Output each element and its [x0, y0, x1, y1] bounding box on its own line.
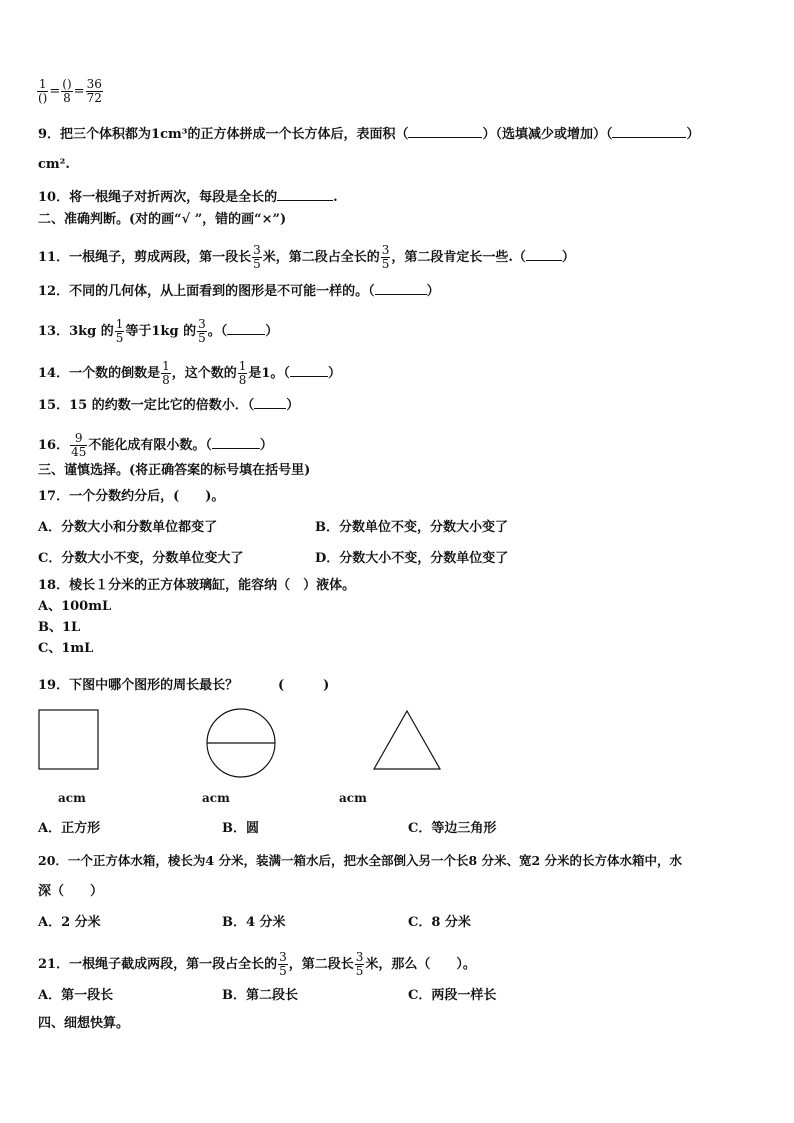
circle-figure: [205, 707, 277, 779]
answer-blank[interactable]: [612, 125, 686, 138]
option-a[interactable]: A．2 分米: [38, 915, 101, 930]
question-20: 20．一个正方体水箱，棱长为4 分米，装满一箱水后，把水全部倒入另一个长8 分米、宽2 分米的长方体水箱中，水: [38, 853, 683, 868]
option-b[interactable]: B．第二段长: [222, 988, 298, 1003]
option-c[interactable]: C、1mL: [38, 641, 94, 656]
section-4-heading: 四、细想快算。: [38, 1016, 130, 1031]
fraction: $\frac{9}{45}$: [71, 431, 87, 459]
option-c[interactable]: C．等边三角形: [408, 821, 497, 836]
option-a[interactable]: A．正方形: [38, 821, 101, 836]
answer-blank[interactable]: [277, 188, 333, 201]
question-19: 19．下图中哪个图形的周长最长？ ( ): [38, 678, 330, 693]
answer-blank[interactable]: [408, 125, 482, 138]
option-a[interactable]: A．分数大小和分数单位都变了: [38, 520, 218, 535]
question-16: 16． $\frac{9}{45}$ 不能化成有限小数。（ ）: [38, 431, 273, 459]
answer-blank[interactable]: [227, 322, 265, 335]
option-b[interactable]: B．圆: [222, 821, 259, 836]
square-caption: acm: [58, 791, 86, 805]
question-18: 18．棱长１分米的正方体玻璃缸，能容纳（ ）液体。: [38, 578, 356, 593]
question-10: 10．将一根绳子对折两次，每段是全长的 .: [38, 190, 338, 205]
fraction: $\frac{3}{5}$: [355, 950, 364, 978]
question-17: 17．一个分数约分后，( )。: [38, 489, 225, 504]
fraction: $\frac{1}{8}$: [162, 359, 170, 387]
option-b[interactable]: B．分数单位不变，分数大小变了: [315, 520, 508, 535]
question-15: 15．15 的约数一定比它的倍数小．（ ）: [38, 398, 300, 413]
question-11: 11．一根绳子，剪成两段，第一段长 $\frac{3}{5}$ 米，第二段占全长的 $\frac{3}{5}$ ，第二段肯定长一些.（ ）: [38, 243, 575, 271]
fraction: $\frac{1}{()}$: [38, 77, 48, 105]
square-figure: [38, 709, 100, 771]
question-12: 12．不同的几何体，从上面看到的图形是不可能一样的。（ ）: [38, 284, 440, 299]
option-b[interactable]: B．4 分米: [222, 915, 286, 930]
question-21: 21．一根绳子截成两段，第一段占全长的 $\frac{3}{5}$ ，第二段长 $\frac{3}{5}$ 米，那么（ ）。: [38, 950, 476, 978]
question-14: 14．一个数的倒数是 $\frac{1}{8}$ ，这个数的 $\frac{1}{8}$ 是1。（ ）: [38, 359, 341, 387]
option-c[interactable]: C．分数大小不变，分数单位变大了: [38, 551, 244, 566]
option-a[interactable]: A、100mL: [38, 599, 112, 614]
answer-blank[interactable]: [526, 248, 562, 261]
answer-blank[interactable]: [375, 282, 427, 295]
fraction: $\frac{36}{72}$: [86, 77, 102, 105]
circle-caption: acm: [202, 791, 230, 805]
option-c[interactable]: C．两段一样长: [408, 988, 497, 1003]
fraction: $\frac{()}{8}$: [62, 77, 72, 105]
option-c[interactable]: C．8 分米: [408, 915, 471, 930]
fraction: $\frac{3}{5}$: [279, 950, 287, 978]
answer-blank[interactable]: [212, 436, 260, 449]
option-a[interactable]: A．第一段长: [38, 988, 114, 1003]
fraction: $\frac{1}{5}$: [115, 317, 124, 345]
option-b[interactable]: B、1L: [38, 620, 81, 635]
question-13: 13．3kg 的 $\frac{1}{5}$ 等于1kg 的 $\frac{3}{5}$ 。（ ）: [38, 317, 279, 345]
fraction: $\frac{3}{5}$: [381, 243, 390, 271]
triangle-figure: [372, 709, 442, 771]
section-2-heading: 二、准确判断。(对的画“√ ”，错的画“×”): [38, 212, 287, 227]
section-3-heading: 三、谨慎选择。(将正确答案的标号填在括号里): [38, 463, 311, 478]
question-20-cont: 深（ ）: [38, 884, 104, 899]
fraction: $\frac{1}{8}$: [238, 359, 247, 387]
question-9-unit: cm².: [38, 157, 70, 172]
option-d[interactable]: D．分数大小不变，分数单位变了: [315, 551, 509, 566]
triangle-caption: acm: [339, 791, 367, 805]
fraction: $\frac{3}{5}$: [253, 243, 261, 271]
fraction-equation: $\frac{1}{()}$ = $\frac{()}{8}$ = $\frac{36}{72}$: [38, 77, 102, 105]
answer-blank[interactable]: [290, 364, 328, 377]
fraction: $\frac{3}{5}$: [198, 317, 206, 345]
question-9: 9．把三个体积都为1cm³的正方体拼成一个长方体后，表面积（ ）（选填减少或增加）（ ）: [38, 127, 700, 142]
answer-blank[interactable]: [254, 396, 286, 409]
